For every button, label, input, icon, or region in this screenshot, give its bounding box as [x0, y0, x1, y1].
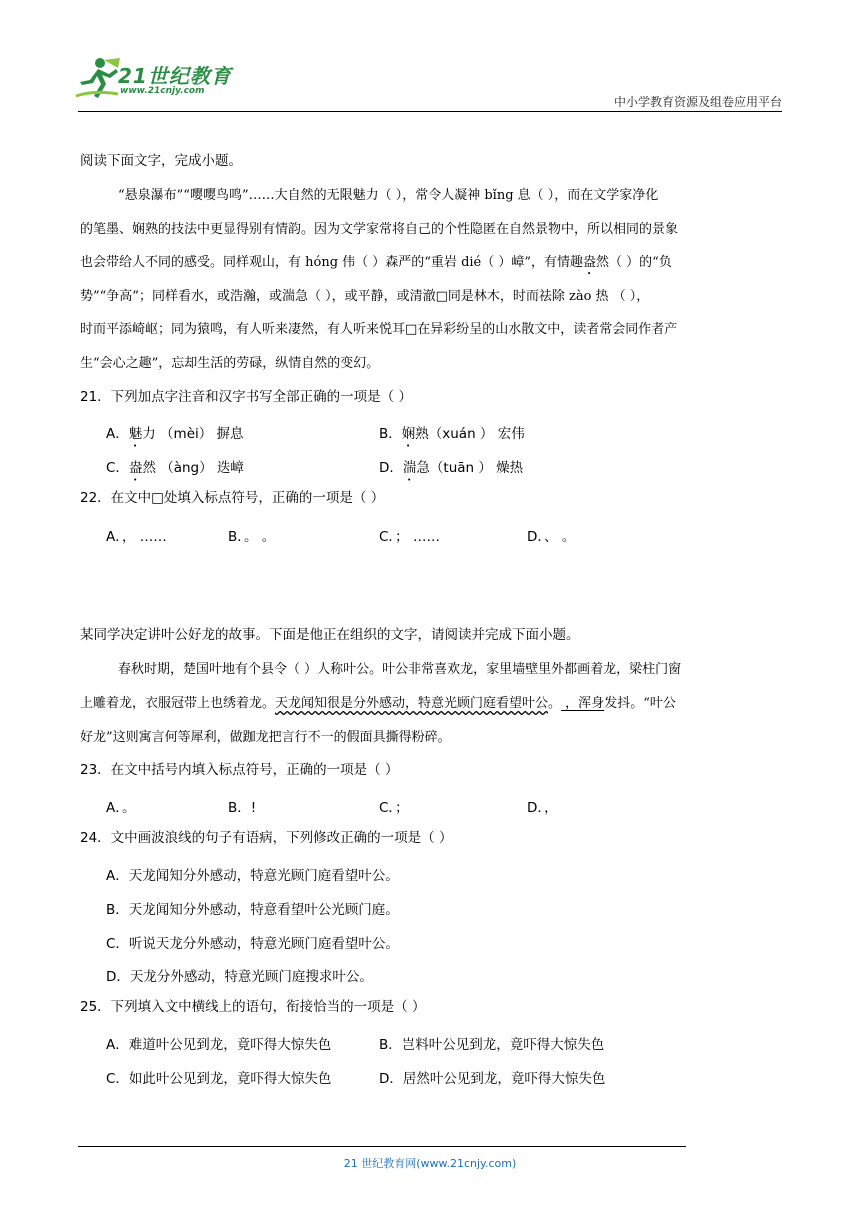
question-21: 21．下列加点字注音和汉字书写全部正确的一项是（ ） [80, 389, 412, 405]
passage1-line-6: 生“会心之趣”，忘却生活的劳碌，纵情自然的变幻。 [80, 356, 380, 371]
site-logo [74, 56, 239, 106]
q21-option-d[interactable] [379, 456, 523, 484]
q24-option-d[interactable]: D．天龙分外感动，特意光顾门庭搜求叶公。 [106, 969, 373, 985]
blank-line: ，浑身 [561, 696, 605, 711]
q25-option-c[interactable]: C．如此叶公见到龙，竟吓得大惊失色 [106, 1071, 332, 1087]
q21-b-dot-char: 娴 [401, 426, 416, 442]
q22-option-b[interactable]: B．。 。 [228, 529, 276, 545]
q21-c-text: 然 （àng） 迭嶂 [142, 460, 244, 476]
q21-d-text: 急（tuān ） 燥热 [416, 460, 524, 476]
q22-option-a[interactable]: A．， …… [106, 529, 167, 545]
q21-option-a[interactable] [106, 422, 244, 450]
q23-option-b[interactable]: B．! [228, 800, 257, 816]
question-22: 22．在文中□处填入标点符号，正确的一项是（ ） [80, 490, 385, 506]
q21-c-label: C． [106, 460, 129, 476]
wavy-underlined-sentence: 天龙闻知很是分外感动，特意光顾门庭看望叶公 [275, 696, 549, 711]
q23-option-d[interactable]: D．， [527, 800, 558, 816]
q21-b-text: 熟（xuán ） 宏伟 [415, 426, 525, 442]
passage1-line-5: 时而平添崎岖；同为猿鸣，有人听来凄然，有人听来悦耳□在异彩纷呈的山水散文中，读者常会同作者产 [80, 322, 678, 337]
footer-divider [78, 1146, 686, 1147]
q24-option-a[interactable]: A．天龙闻知分外感动，特意光顾门庭看望叶公。 [106, 868, 399, 884]
footer-link[interactable]: 21 世纪教育网(www.21cnjy.com) [343, 1157, 517, 1170]
passage1-line-1: “悬泉瀑布”“嘤嘤鸟鸣”……大自然的无限魅力（ ），常令人凝神 bǐng 息（ ），而在文学家净化 [118, 188, 659, 203]
question-23: 23．在文中括号内填入标点符号，正确的一项是（ ） [80, 762, 399, 778]
q22-option-d[interactable]: D．、 。 [527, 529, 576, 545]
runner-logo-icon [74, 56, 124, 102]
q25-option-a[interactable]: A．难道叶公见到龙，竟吓得大惊失色 [106, 1037, 332, 1053]
passage2-text-b: 。 [548, 696, 562, 711]
q23-option-c[interactable]: C．； [379, 800, 409, 816]
q21-option-b[interactable] [379, 422, 525, 450]
logo-text: 21世纪教育 [118, 64, 232, 88]
q21-c-dot-char: 盎 [128, 460, 143, 476]
passage1-line-2: 的笔墨、娴熟的技法中更显得别有情韵。因为文学家常将自己的个性隐匿在自然景物中，所以相同的景象 [80, 222, 679, 237]
section1-intro: 阅读下面文字，完成小题。 [80, 153, 242, 169]
q21-a-dot-char: 魅 [128, 426, 143, 442]
header-divider [78, 111, 782, 112]
passage2-text-c: 发抖。“叶公 [604, 696, 676, 711]
q25-option-d[interactable]: D．居然叶公见到龙，竟吓得大惊失色 [379, 1071, 606, 1087]
q21-d-label: D． [379, 460, 403, 476]
question-24: 24．文中画波浪线的句子有语病，下列修改正确的一项是（ ） [80, 830, 453, 846]
q21-option-c[interactable] [106, 456, 244, 484]
q21-a-text: 力 （mèi） 摒息 [142, 426, 244, 442]
q21-d-dot-char: 湍 [402, 460, 417, 476]
platform-name: 中小学教育资源及组卷应用平台 [613, 95, 782, 109]
q22-option-c[interactable]: C．； …… [379, 529, 440, 545]
section2-intro: 某同学决定讲叶公好龙的故事。下面是他正在组织的文字，请阅读并完成下面小题。 [80, 627, 580, 643]
q21-a-label: A． [106, 426, 129, 442]
passage1-line-4-wrap: 势”“争高”；同样看水，或浩瀚，或湍急（ ），或平静，或清澈□同是林木，时而祛除 zào 热 （ ）， [80, 289, 650, 304]
q21-b-label: B． [379, 426, 402, 442]
passage2-line-2 [80, 695, 676, 712]
passage2-text-a: 上雕着龙，衣服冠带上也绣着龙。 [80, 696, 276, 711]
passage1-line-3-tail: 然（ ）的“负 [596, 255, 672, 270]
passage2-line-1: 春秋时期，楚国叶地有个县令（ ）人称叶公。叶公非常喜欢龙，家里墙壁里外都画着龙，梁柱门窗 [118, 662, 682, 677]
q23-option-a[interactable]: A．。 [106, 800, 136, 816]
passage2-line-3: 好龙”这则寓言何等犀利，做跏龙把言行不一的假面具撕得粉碎。 [80, 730, 451, 745]
q25-option-b[interactable]: B．岂料叶公见到龙，竟吓得大惊失色 [379, 1037, 605, 1053]
q24-option-b[interactable]: B．天龙闻知分外感动，特意看望叶公光顾门庭。 [106, 902, 399, 918]
question-25: 25．下列填入文中横线上的语句，衔接恰当的一项是（ ） [80, 999, 426, 1015]
logo-url: www.21cnjy.com [120, 86, 205, 96]
passage1-line-3-text: 也会带给人不同的感受。同样观山，有 hóng 伟（ ）森严的“重岩 dié（ ）嶂”，有情趣 [80, 255, 584, 270]
passage1-dotted-char: 盎 [583, 255, 597, 270]
passage1-line-3 [80, 254, 672, 278]
q24-option-c[interactable]: C．听说天龙分外感动，特意光顾门庭看望叶公。 [106, 936, 399, 952]
